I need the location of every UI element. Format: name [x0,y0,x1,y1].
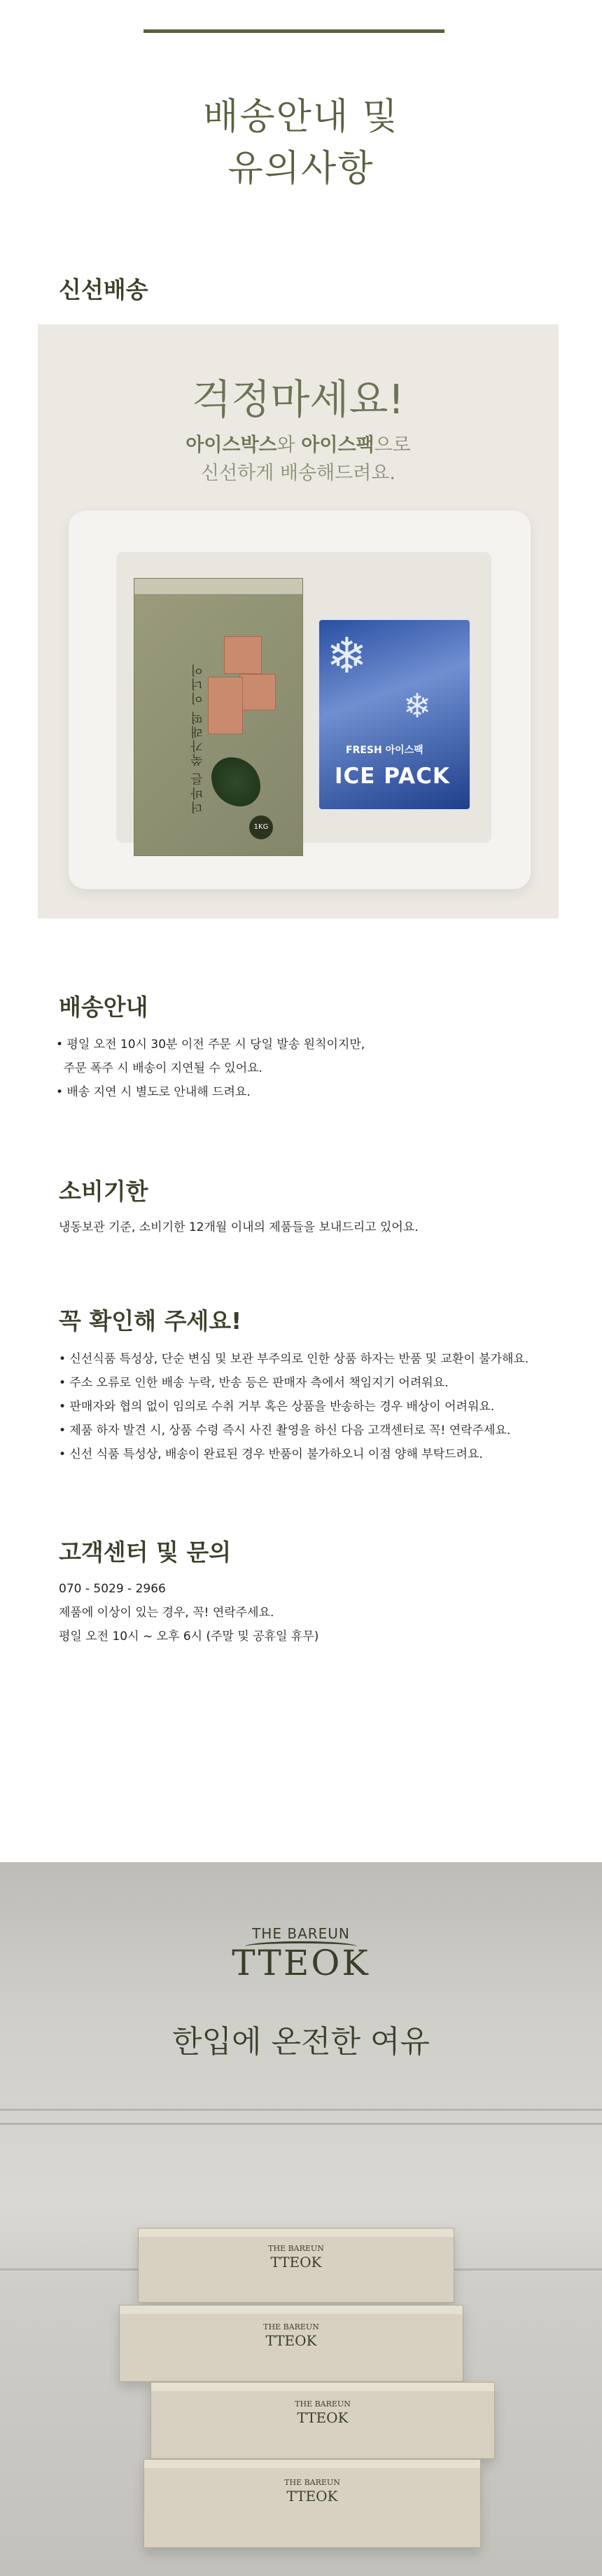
brand-logo-big: TTEOK [232,1943,370,1983]
page-title [0,91,602,195]
snowflake-icon: ❄ [403,687,432,726]
list-item: • 제품 하자 발견 시, 상품 수령 즉시 사진 촬영을 하신 다음 고객센터로 꼭! 연락주세요. [59,1424,511,1438]
wall-molding [0,2109,602,2111]
cs-heading: 고객센터 및 문의 [59,1538,232,1566]
check-heading: 꼭 확인해 주세요! [59,1307,242,1335]
tteok-piece [208,677,243,734]
tteok-box [150,2382,495,2459]
icepack-label: ICE PACK [335,764,450,789]
hero-ice-pack: 아이스팩 [301,434,374,456]
icepack-fresh-label: FRESH 아이스팩 [346,745,424,756]
top-divider [144,29,444,33]
box-brand-big: TTEOK [265,2332,317,2349]
shipping-list [56,1033,365,1104]
expiry-text: 냉동보관 기준, 소비기한 12개월 이내의 제품들을 보내드리고 있어요. [59,1220,419,1234]
cs-phone: 070 - 5029 - 2966 [59,1582,166,1596]
page-title-line1: 배송안내 및 [203,96,399,138]
list-item: • 신선식품 특성상, 단순 변심 및 보관 부주의로 인한 상품 하자는 반품 및 교환이 불가해요. [59,1352,529,1366]
ice-pack [318,619,471,811]
list-item: • 신선 식품 특성상, 배송이 완료된 경우 반품이 불가하오니 이점 양해 부탁드려요. [59,1447,483,1461]
list-item: • 평일 오전 10시 30분 이전 주문 시 당일 발송 원칙이지만, [56,1038,365,1052]
box-brand-big: TTEOK [286,2488,338,2505]
fresh-heading: 신선배송 [59,276,148,303]
tteok-box [144,2459,481,2548]
shipping-heading: 배송안내 [59,993,148,1021]
tteok-package [134,578,303,856]
package-badge: 1KG [249,815,273,839]
tteok-piece [224,636,262,674]
box-brand-small: THE BAREUN [268,2244,324,2253]
hero-subtitle-line2: 신선하게 배송해드려요. [201,462,396,484]
tteok-piece [239,674,276,710]
hero-subtitle [38,429,559,457]
box-brand-small: THE BAREUN [284,2478,340,2487]
cs-notice: 제품에 이상이 있는 경우, 꼭! 연락주세요. [59,1606,274,1620]
check-list [59,1347,528,1466]
brand-logo-small: THE BAREUN [252,1925,350,1942]
hero-end: 으로 [374,434,411,456]
page-title-line2: 유의사항 [227,148,374,190]
hero-and: 와 [276,434,302,456]
fresh-hero-image [38,324,559,918]
list-item: 주문 폭주 시 배송이 지연될 수 있어요. [56,1061,262,1075]
box-brand-small: THE BAREUN [263,2322,319,2332]
hero-title: 걱정마세요! [192,376,405,423]
box-brand-big: TTEOK [297,2409,349,2426]
package-label: 더바른 쑥가래떡 이너이 [190,663,205,814]
list-item: • 판매자와 협의 없이 임의로 수취 거부 혹은 상품을 반송하는 경우 배상이 어려워요. [59,1400,495,1414]
expiry-heading: 소비기한 [59,1178,148,1205]
cs-hours: 평일 오전 10시 ~ 오후 6시 (주말 및 공휴일 휴무) [59,1630,319,1644]
list-item: • 배송 지연 시 별도로 안내해 드려요. [56,1085,251,1099]
list-item: • 주소 오류로 인한 배송 누락, 반송 등은 판매자 측에서 책임지기 어려워요. [59,1376,449,1390]
tteok-box [138,2228,454,2303]
box-brand-small: THE BAREUN [295,2399,351,2409]
snowflake-icon: ❄ [326,627,368,684]
wall-molding [0,2123,602,2125]
tteok-box [119,2305,463,2382]
hero-ice-box: 아이스박스 [186,434,277,456]
brand-banner [0,1862,602,2576]
brand-tagline: 한입에 온전한 여유 [172,2024,430,2060]
box-brand-big: TTEOK [270,2254,322,2271]
